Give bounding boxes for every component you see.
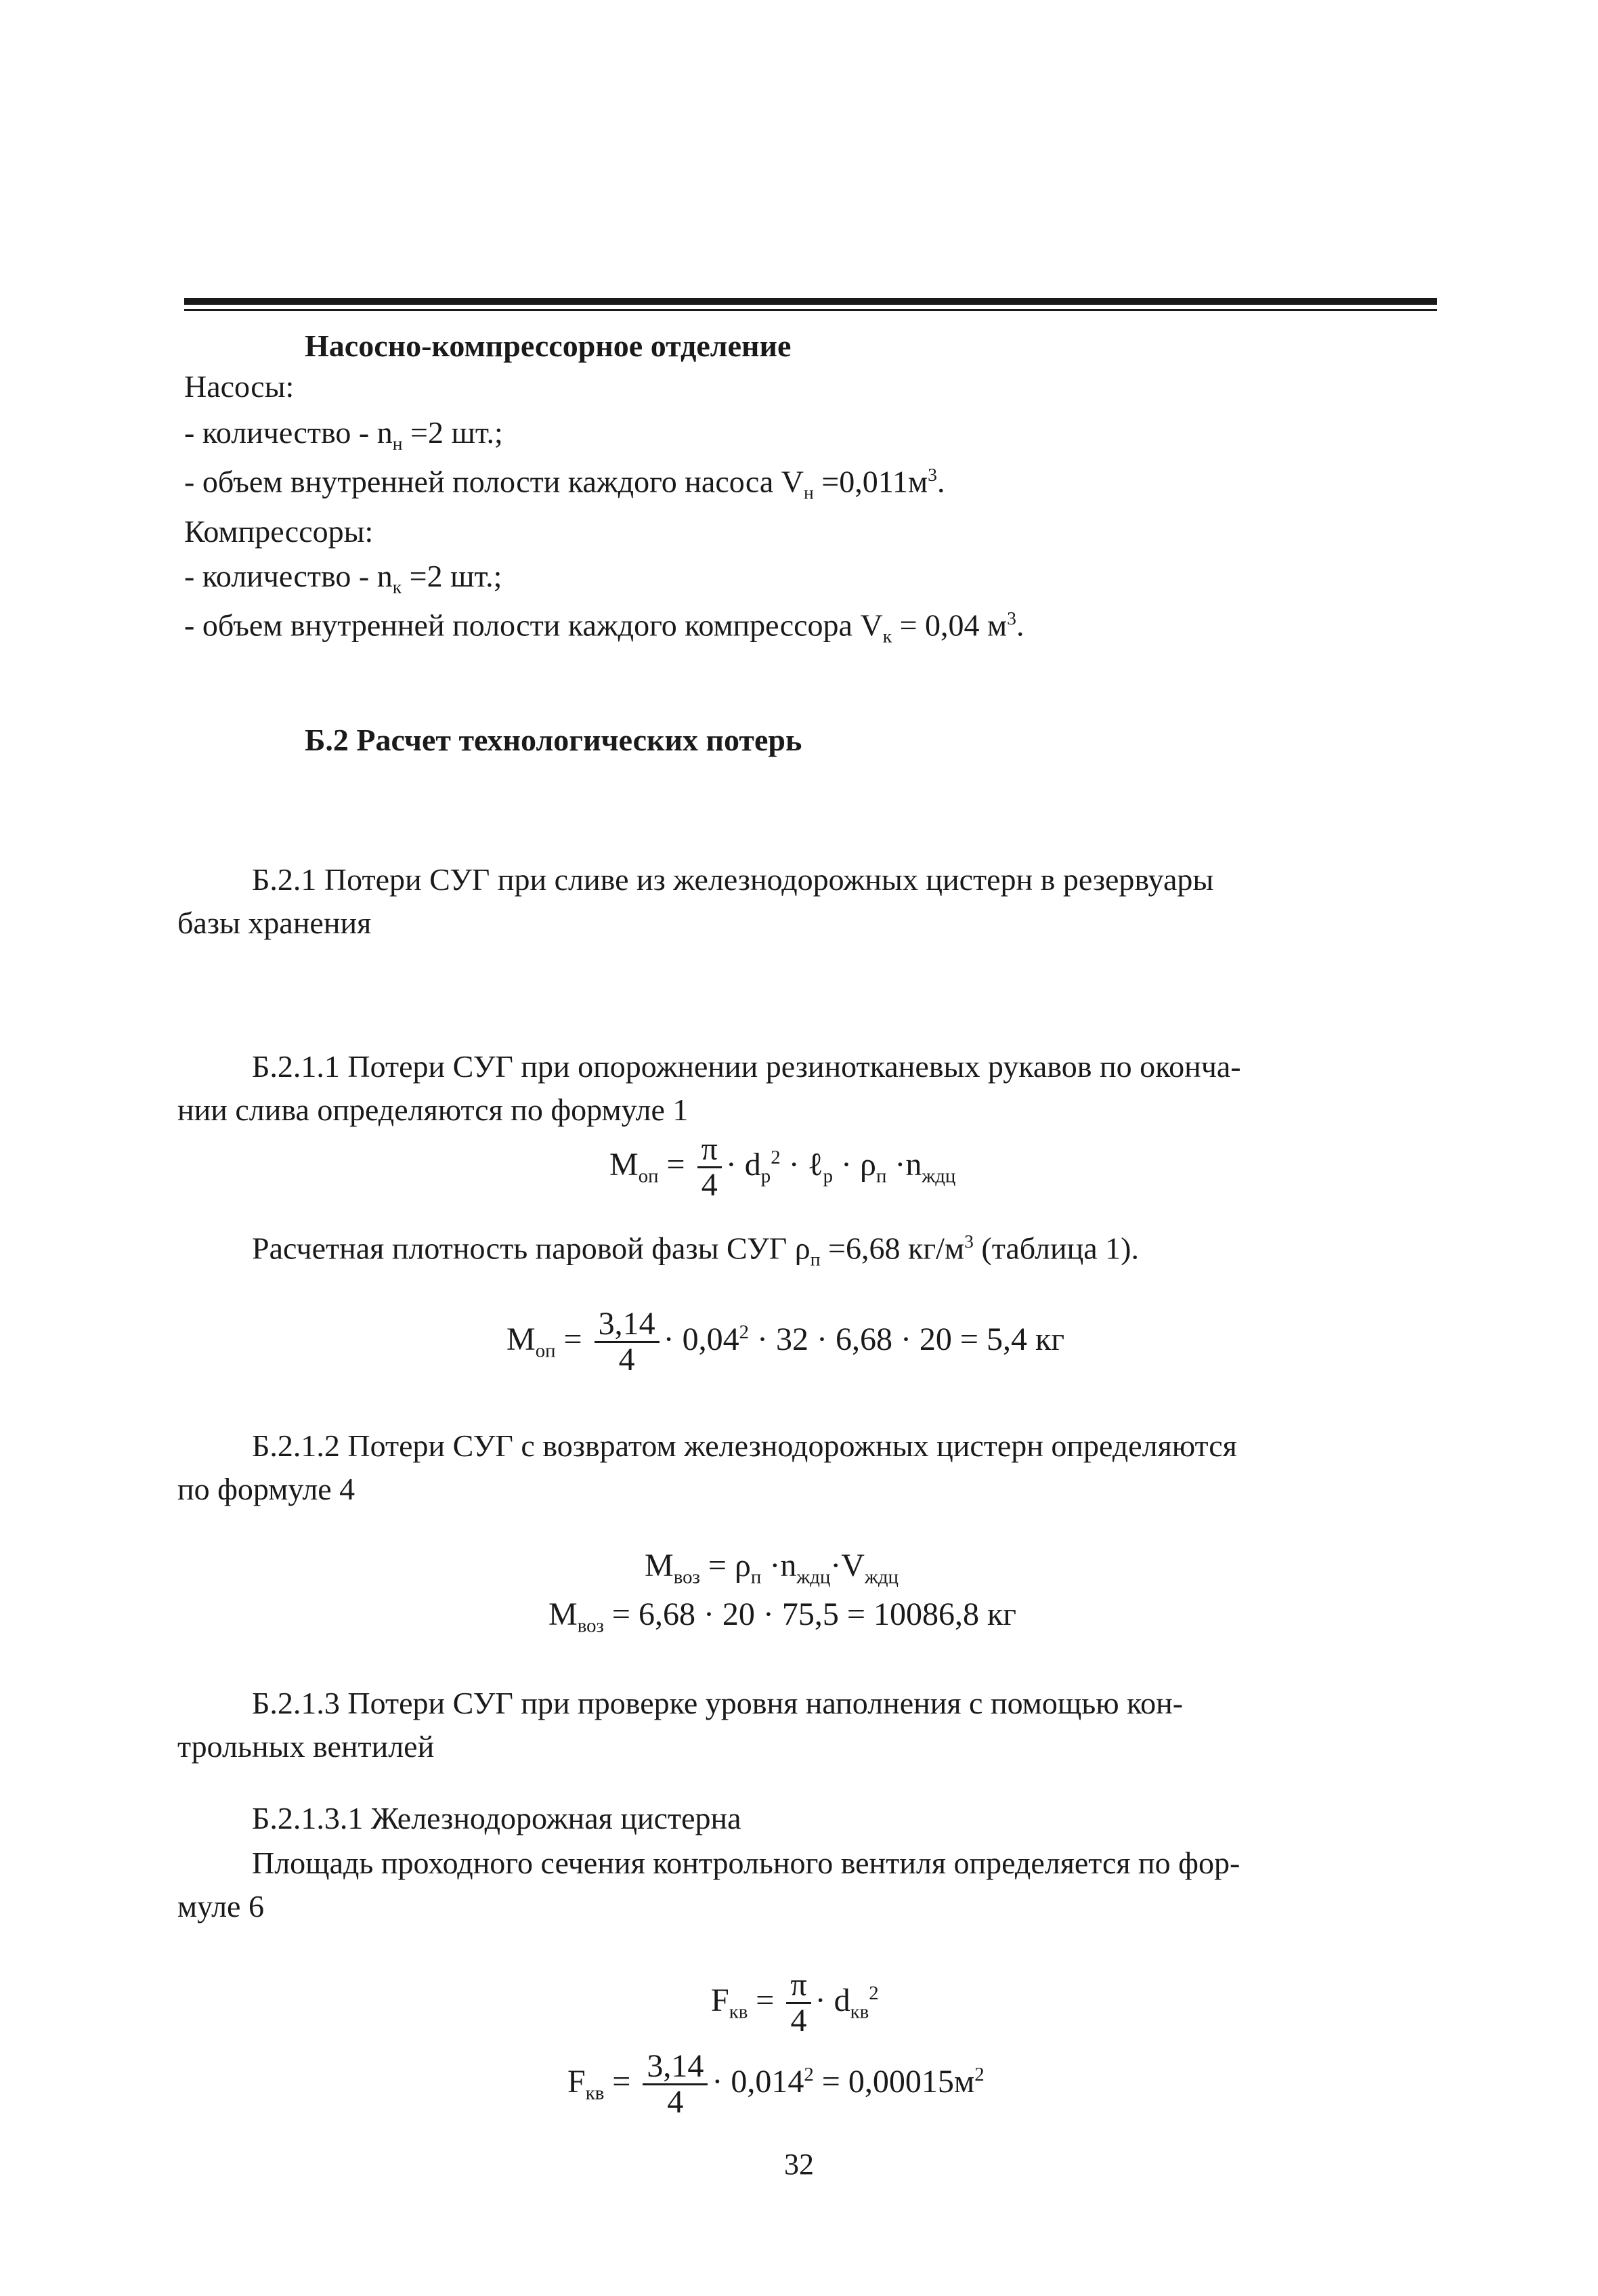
formula-f-kv-value-fraction: $\frac{3,14}{4}$ (643, 2049, 708, 2120)
b2-heading: Б.2 Расчет технологических потерь (305, 723, 802, 757)
pumps-count-line: - количество - $n_н =2$ шт.; (184, 415, 503, 454)
formula-f-kv-value: $F_{кв}$ = $\frac{3,14}{4}$ · $0,014^2 = 0,00015м^2$ (567, 2048, 985, 2121)
b21-line2: базы хранения (177, 906, 372, 940)
formula-f-kv-fraction: $\frac{\pi}{4}$ (786, 1968, 811, 2039)
compressors-count-line: - количество - $n_к =2$ шт.; (184, 559, 502, 598)
pumps-label: Насосы: (184, 369, 295, 404)
b211-line2: нии слива определяются по формуле 1 (177, 1092, 689, 1127)
pump-section-heading: Насосно-компрессорное отделение (305, 328, 792, 363)
formula-m-voz-value: $M_{воз} = 6,68 \cdot 20 \cdot 75,5 = 10086,8$ кг (548, 1596, 1016, 1637)
header-rule-thin (184, 309, 1437, 311)
b211-line1: Б.2.1.1 Потери СУГ при опорожнении резинотканевых рукавов по оконча- (252, 1049, 1241, 1084)
formula-m-op-value-fraction: $\frac{3,14}{4}$ (595, 1307, 660, 1378)
pumps-volume-line: - объем внутренней полости каждого насоса $V_н =0,011м^3$. (184, 464, 945, 503)
compressors-label: Компрессоры: (184, 514, 374, 549)
b212-line2: по формуле 4 (177, 1472, 355, 1506)
b21-line1: Б.2.1 Потери СУГ при сливе из железнодорожных цистерн в резервуары (252, 862, 1214, 897)
compressors-volume-line: - объем внутренней полости каждого компрессора $V_к = 0,04$ $м^3$. (184, 608, 1024, 647)
b213-line2: трольных вентилей (177, 1729, 435, 1764)
b212-line1: Б.2.1.2 Потери СУГ с возвратом железнодорожных цистерн определяются (252, 1428, 1237, 1463)
formula-m-voz: $M_{воз} = \rho_п \cdot n_{ждц}\cdot V_{ждц}$ (645, 1548, 899, 1588)
area-line1: Площадь проходного сечения контрольного вентиля определяется по фор- (252, 1846, 1240, 1880)
formula-m-op-value: $M_{оп}$ = $\frac{3,14}{4}$ · $0,04^2 \cdot 32 \cdot 6,68 \cdot 20 = 5,4$ кг (506, 1306, 1064, 1378)
area-line2: муле 6 (177, 1889, 264, 1923)
b213-line1: Б.2.1.3 Потери СУГ при проверке уровня наполнения с помощью кон- (252, 1686, 1184, 1720)
density-line: Расчетная плотность паровой фазы СУГ $\rho_п =6,68$ $кг/м^3$ (таблица 1). (252, 1231, 1139, 1270)
formula-m-op: $M_{оп}$ = $\frac{\pi}{4}$ · $d_р^2$ · ℓ$_р$ · $\rho_п \cdot n_{ждц}$ (609, 1131, 956, 1204)
b2131-line: Б.2.1.3.1 Железнодорожная цистерна (252, 1801, 741, 1835)
header-rule-thick (184, 298, 1437, 305)
page-number: 32 (784, 2148, 814, 2181)
formula-f-kv: $F_{кв}$ = $\frac{\pi}{4}$ · $d_{кв}^2$ (711, 1967, 879, 2039)
formula-m-op-fraction: $\frac{\pi}{4}$ (697, 1132, 722, 1203)
